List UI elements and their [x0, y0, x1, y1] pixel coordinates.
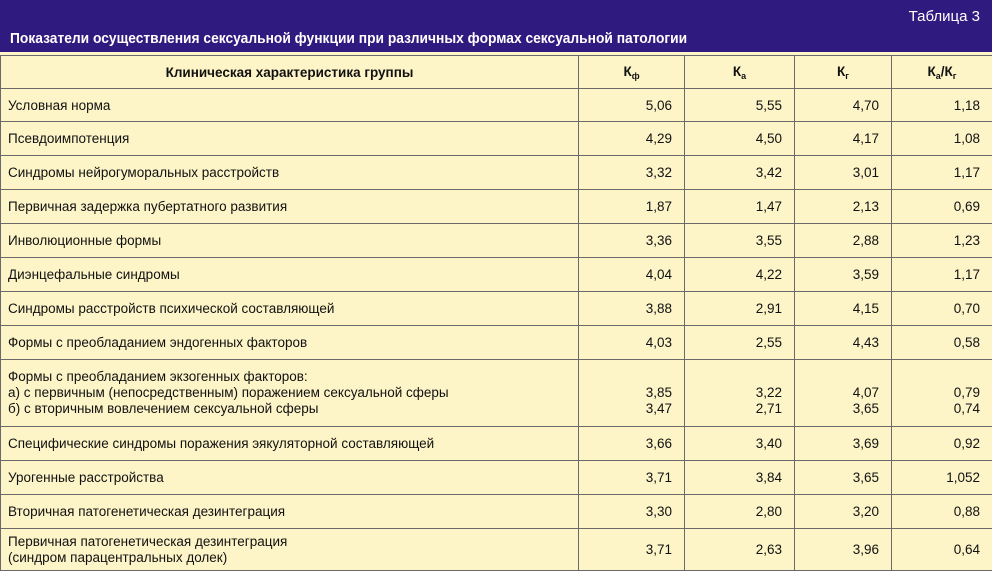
exo-sub-a: а) с первичным (непосредственным) поражением сексуальной сферы [8, 385, 570, 401]
row-name: Условная норма [1, 89, 579, 122]
table-row [1, 224, 992, 258]
row-name: Псевдоимпотенция [1, 122, 579, 156]
col-header-ratio: $К_а/К_г$ [892, 56, 992, 89]
table-row [1, 89, 992, 122]
table-row [1, 190, 992, 224]
cell-kf: 1,87 [579, 190, 685, 224]
row-name: Специфические синдромы поражения эякуляторной составляющей [1, 427, 579, 461]
cell-ka: 4,50 [685, 122, 795, 156]
cell-kf: 3,71 [579, 461, 685, 495]
cell-kg: 4,15 [795, 292, 892, 326]
cell-kf: 4,29 [579, 122, 685, 156]
cell-ratio: 0,70 [892, 292, 992, 326]
row-name: Формы с преобладанием эндогенных факторов [1, 326, 579, 360]
row-name: Урогенные расстройства [1, 461, 579, 495]
cell-ka: 5,55 [685, 89, 795, 122]
cell-ratio: 0,69 [892, 190, 992, 224]
col-header-kg: $К_г$ [795, 56, 892, 89]
row-name: Синдромы нейрогуморальных расстройств [1, 156, 579, 190]
cell-ka: 3,22 2,71 [685, 360, 795, 427]
col-header-ka: $К_а$ [685, 56, 795, 89]
cell-ka: 2,91 [685, 292, 795, 326]
cell-kg: 3,65 [795, 461, 892, 495]
col-header-group: Клиническая характеристика группы [1, 56, 579, 89]
cell-ratio: 0,58 [892, 326, 992, 360]
cell-kg: 4,17 [795, 122, 892, 156]
cell-kf: 4,04 [579, 258, 685, 292]
cell-ka: 2,80 [685, 495, 795, 529]
cell-kf: 3,71 [579, 529, 685, 571]
cell-kg: 3,59 [795, 258, 892, 292]
table-row [1, 122, 992, 156]
cell-kf: 3,32 [579, 156, 685, 190]
cell-kg: 4,07 3,65 [795, 360, 892, 427]
cell-ka: 4,22 [685, 258, 795, 292]
cell-kf: 3,88 [579, 292, 685, 326]
row-name: Диэнцефальные синдромы [1, 258, 579, 292]
cell-ka: 3,84 [685, 461, 795, 495]
row-name: Инволюционные формы [1, 224, 579, 258]
cell-ka: 3,42 [685, 156, 795, 190]
cell-ratio: 1,17 [892, 258, 992, 292]
cell-ratio: 0,88 [892, 495, 992, 529]
cell-kf: 4,03 [579, 326, 685, 360]
table-row [1, 495, 992, 529]
cell-ratio: 1,23 [892, 224, 992, 258]
row-name: Синдромы расстройств психической составляющей [1, 292, 579, 326]
cell-ratio: 1,18 [892, 89, 992, 122]
table-header [0, 0, 992, 52]
cell-ratio: 1,052 [892, 461, 992, 495]
cell-kg: 2,88 [795, 224, 892, 258]
cell-kf: 3,66 [579, 427, 685, 461]
cell-kg: 2,13 [795, 190, 892, 224]
row-name: Первичная задержка пубертатного развития [1, 190, 579, 224]
cell-ka: 1,47 [685, 190, 795, 224]
cell-kg: 4,43 [795, 326, 892, 360]
table-row [1, 292, 992, 326]
cell-ka: 3,55 [685, 224, 795, 258]
row-name: Первичная патогенетическая дезинтеграция (синдром парацентральных долек) [1, 529, 579, 571]
cell-kg: 3,96 [795, 529, 892, 571]
data-table [0, 55, 992, 571]
table-row [1, 529, 992, 571]
table-row [1, 461, 992, 495]
row-name: Вторичная патогенетическая дезинтеграция [1, 495, 579, 529]
col-header-kf: $К_ф$ [579, 56, 685, 89]
exo-title: Формы с преобладанием экзогенных факторов: [8, 369, 570, 385]
cell-ka: 2,63 [685, 529, 795, 571]
header-row [1, 56, 992, 89]
cell-ratio: 0,64 [892, 529, 992, 571]
cell-kf: 3,30 [579, 495, 685, 529]
cell-kg: 4,70 [795, 89, 892, 122]
cell-ratio: 1,08 [892, 122, 992, 156]
table-row [1, 326, 992, 360]
table-row [1, 258, 992, 292]
table-title: Показатели осуществления сексуальной функции при различных формах сексуальной патологии [10, 30, 687, 47]
cell-ratio: 0,92 [892, 427, 992, 461]
exo-sub-b: б) с вторичным вовлечением сексуальной сферы [8, 401, 570, 417]
table-row [1, 156, 992, 190]
cell-ratio: 0,79 0,74 [892, 360, 992, 427]
table-row-exogenous [1, 360, 992, 427]
cell-kg: 3,01 [795, 156, 892, 190]
cell-kf: 3,36 [579, 224, 685, 258]
cell-ratio: 1,17 [892, 156, 992, 190]
cell-kg: 3,20 [795, 495, 892, 529]
cell-ka: 3,40 [685, 427, 795, 461]
cell-kf: 5,06 [579, 89, 685, 122]
cell-ka: 2,55 [685, 326, 795, 360]
cell-kg: 3,69 [795, 427, 892, 461]
cell-kf: 3,85 3,47 [579, 360, 685, 427]
table-row [1, 427, 992, 461]
table-number: Таблица 3 [909, 8, 980, 25]
row-name [1, 360, 579, 427]
